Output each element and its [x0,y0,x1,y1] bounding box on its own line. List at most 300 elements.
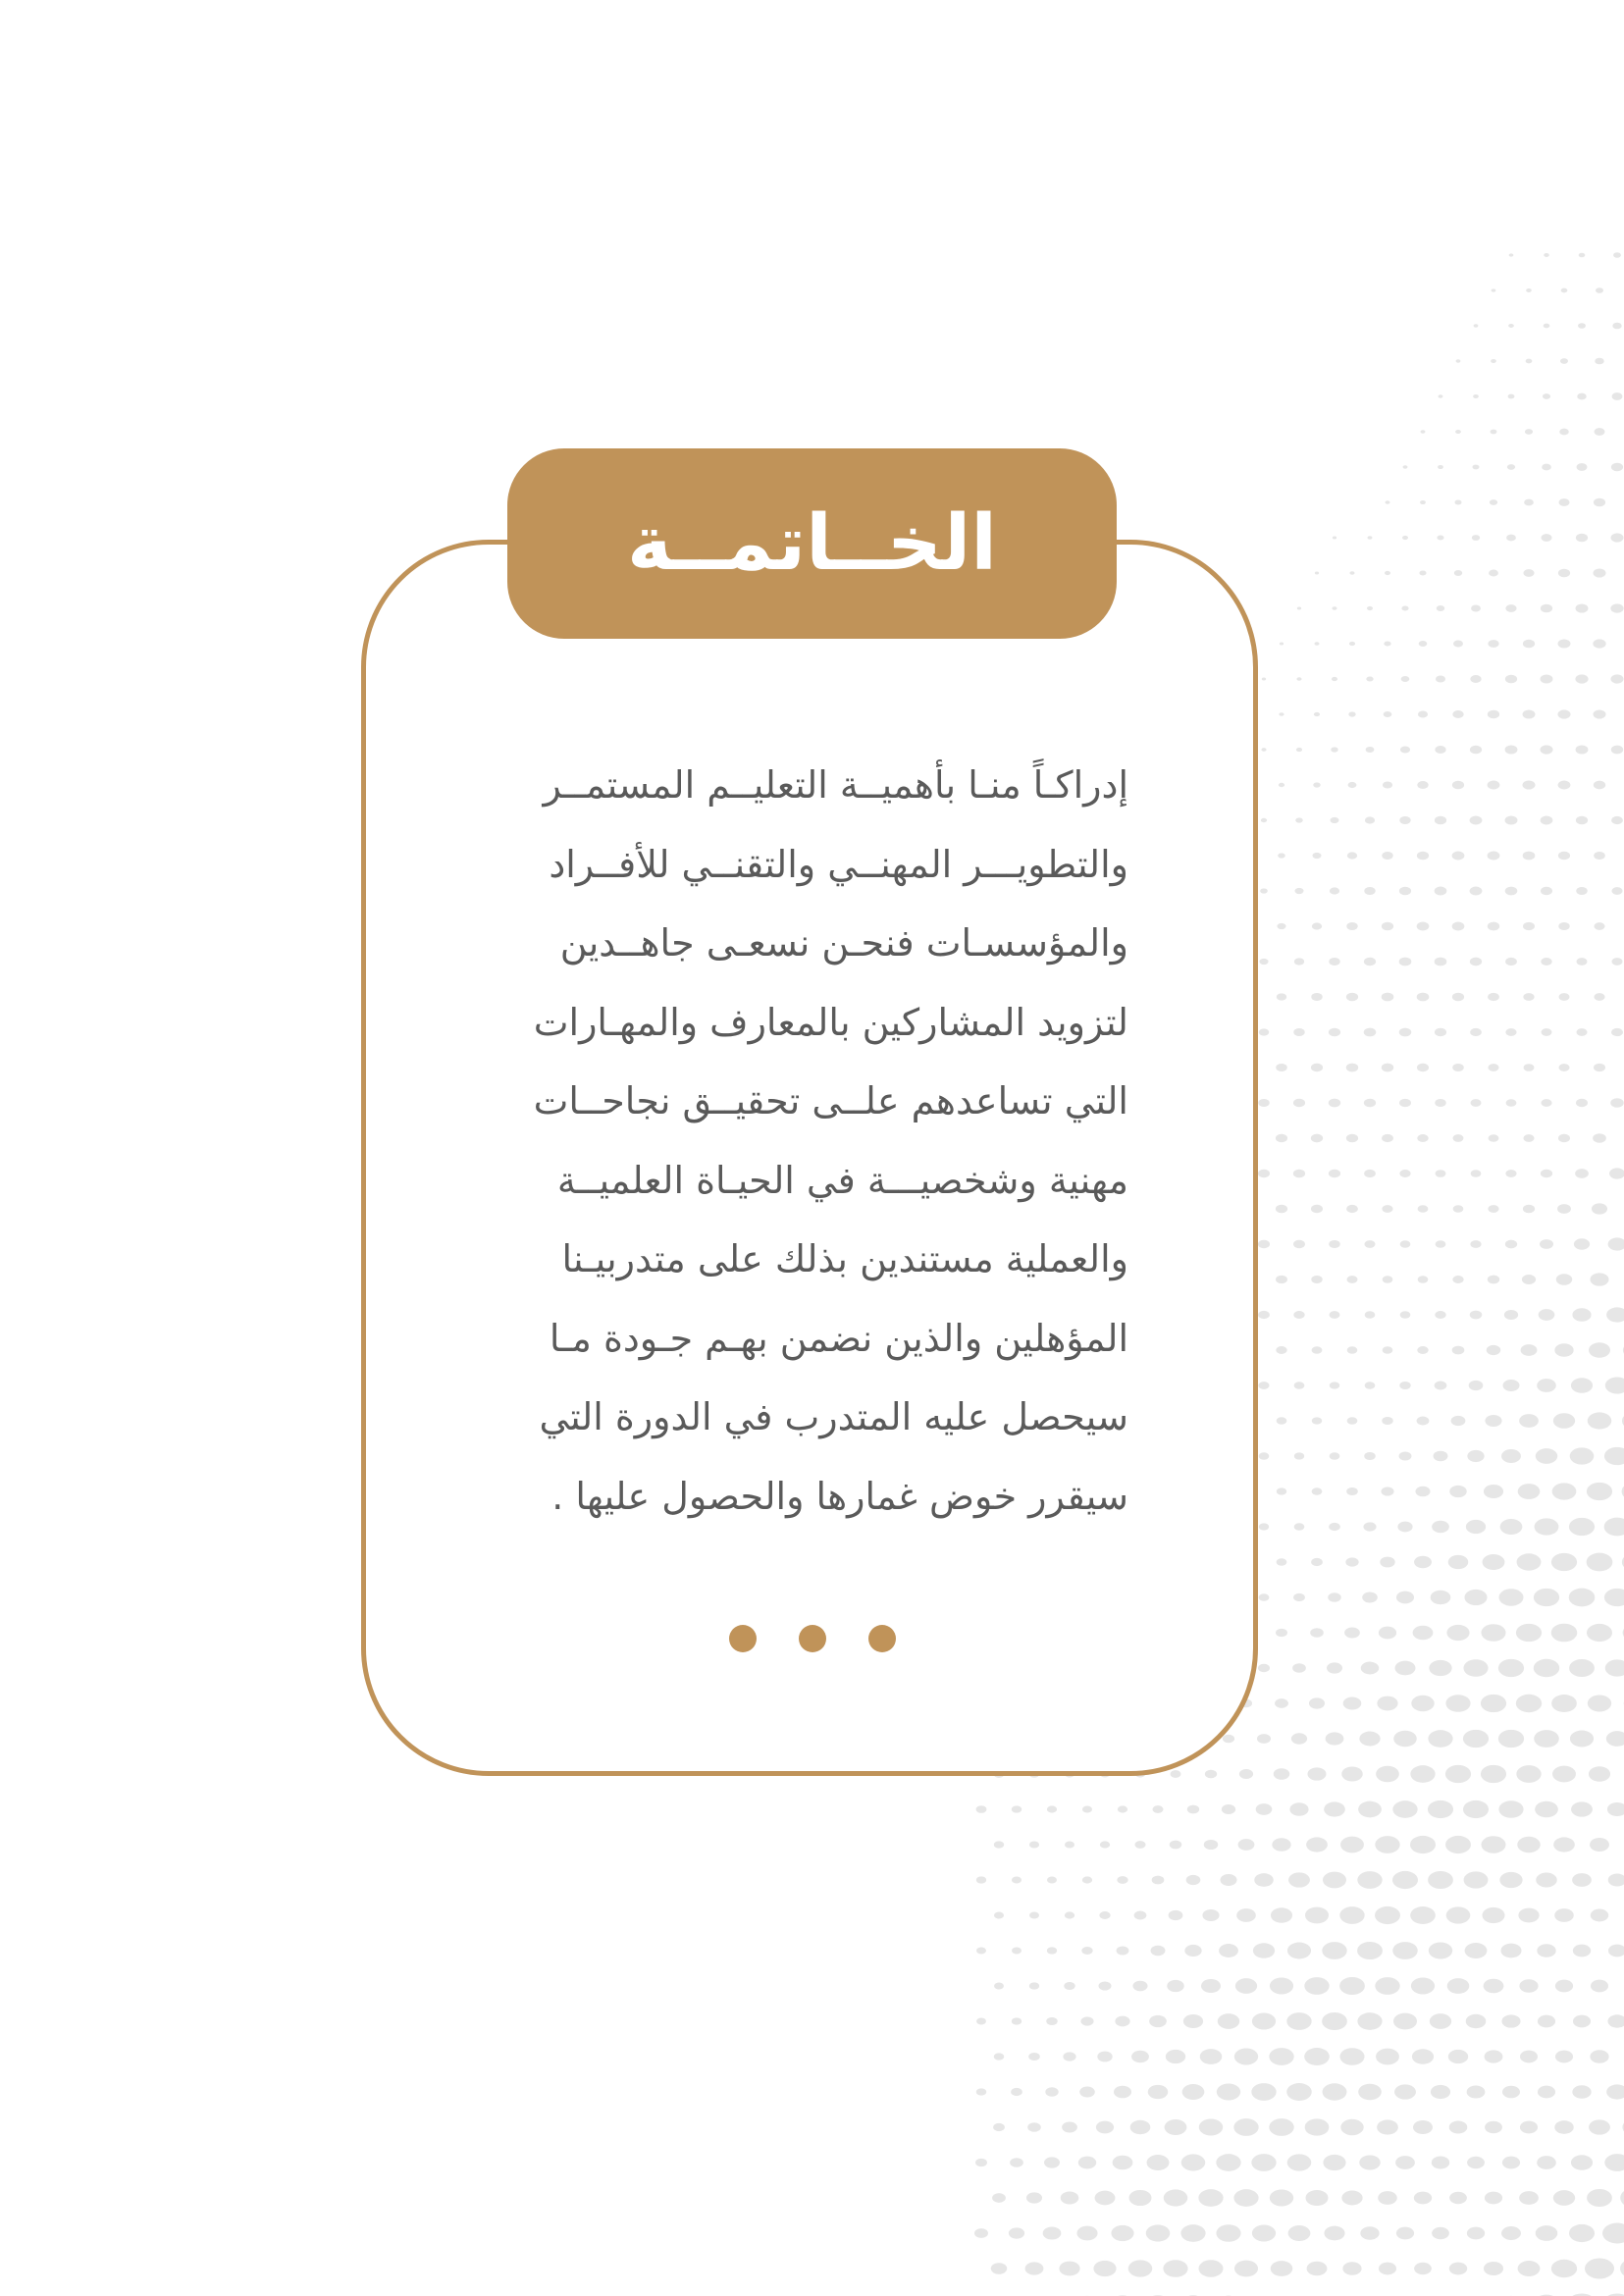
pattern-dot [1346,1064,1358,1072]
pattern-dot [1383,1346,1393,1353]
pattern-dot [1346,1134,1358,1143]
pattern-dot [1065,1841,1074,1848]
pattern-dot [1314,642,1319,646]
pattern-dot [1346,1205,1358,1213]
pattern-dot [1587,1624,1612,1642]
pattern-dot [1163,2260,1187,2277]
pattern-dot [1490,499,1497,505]
pattern-dot [1293,1170,1305,1178]
pattern-dot [1348,711,1355,716]
pattern-dot [1519,1979,1538,1992]
pattern-dot [1574,1238,1590,1249]
pattern-dot [1523,993,1534,1001]
pattern-dot [1349,571,1354,575]
pattern-dot [1470,1311,1483,1320]
pattern-dot [1341,2191,1362,2206]
pattern-dot [1506,1099,1517,1107]
pattern-dot [1577,393,1587,400]
pattern-dot [1470,887,1483,896]
pattern-dot [1012,1805,1022,1812]
pattern-dot [1183,2014,1203,2028]
pattern-dot [1610,1098,1623,1107]
pattern-dot [1410,1836,1436,1853]
pattern-dot [1542,464,1551,471]
body-line: مهنية وشخصيـــة في الحيـاة العلميــة [556,1158,1128,1202]
pattern-dot [1551,1695,1577,1712]
pattern-dot [994,2053,1004,2060]
pattern-dot [975,2159,987,2166]
pattern-dot [1541,1099,1551,1107]
pattern-dot [1147,2155,1170,2170]
pattern-dot [1311,1134,1323,1143]
pattern-dot [1500,1519,1523,1535]
pattern-dot [1347,1276,1358,1283]
pattern-dot [1467,1450,1484,1462]
pattern-dot [1607,1802,1624,1816]
pattern-dot [1288,1872,1310,1887]
body-line: إدراكـاً منـا بأهميــة التعليــم المستمــر [543,763,1128,807]
pattern-dot [1576,745,1589,754]
pattern-dot [1464,1590,1487,1605]
pattern-dot [1095,2191,1116,2206]
pattern-dot [1452,710,1463,718]
pattern-dot [1448,2050,1468,2063]
pattern-dot [1417,781,1428,789]
pattern-dot [1047,1805,1057,1812]
pattern-dot [1578,323,1586,329]
pattern-dot [1451,1416,1466,1426]
ellipsis-decoration [729,1624,896,1653]
pattern-dot [1291,1733,1307,1744]
pattern-dot [1575,1169,1589,1178]
pattern-dot [1130,2120,1151,2134]
pattern-dot [1610,603,1623,612]
pattern-dot [1364,1452,1376,1460]
pattern-dot [1453,1205,1464,1213]
pattern-dot [1558,569,1570,578]
pattern-dot [1376,1766,1399,1783]
pattern-dot [1362,1592,1378,1603]
pattern-dot [1570,1447,1595,1464]
pattern-dot [1523,852,1536,861]
pattern-dot [1166,2050,1185,2063]
pattern-dot [1576,463,1587,471]
pattern-dot [1399,1382,1410,1389]
pattern-dot [1485,2192,1502,2205]
pattern-dot [1419,571,1426,576]
pattern-dot [1271,2261,1293,2276]
pattern-dot [1359,2155,1380,2169]
pattern-dot [1540,1239,1553,1249]
pattern-dot [1470,958,1482,966]
pattern-dot [1294,958,1304,965]
pattern-dot [1167,1980,1183,1992]
pattern-dot [1329,1028,1340,1037]
pattern-dot [1453,1134,1464,1142]
pattern-dot [1590,2050,1608,2062]
pattern-dot [1503,1380,1520,1391]
pattern-dot [1454,500,1461,505]
pattern-dot [1543,393,1550,399]
pattern-dot [1489,570,1498,577]
pattern-dot [1339,1977,1365,1995]
pattern-dot [1274,1768,1289,1780]
pattern-dot [1331,747,1337,752]
conclusion-body [491,746,1128,1536]
pattern-dot [1329,958,1339,965]
pattern-dot [1254,1873,1273,1887]
pattern-dot [1537,1379,1556,1392]
pattern-dot [1414,2192,1432,2205]
pattern-dot [1587,2189,1612,2207]
pattern-dot [1357,1871,1382,1889]
pattern-dot [1382,852,1392,860]
pattern-dot [1323,1872,1346,1889]
pattern-dot [1061,2192,1079,2205]
pattern-dot [1400,1311,1411,1318]
pattern-dot [1535,1518,1559,1535]
pattern-dot [1341,1766,1362,1781]
pattern-dot [1526,288,1532,292]
pattern-dot [1078,2157,1096,2169]
pattern-dot [1536,1872,1556,1887]
pattern-dot [1117,1876,1127,1884]
pattern-dot [1470,1099,1481,1107]
pattern-dot [1324,2226,1344,2241]
pattern-dot [1518,1484,1541,1499]
pattern-dot [1233,2118,1258,2136]
pattern-dot [1079,2087,1095,2098]
pattern-dot [1505,1028,1516,1036]
pattern-dot [1421,430,1426,433]
pattern-dot [1483,1554,1505,1570]
pattern-dot [1611,958,1622,965]
pattern-dot [1557,1204,1571,1214]
pattern-dot [1366,676,1373,681]
pattern-dot [1411,1978,1435,1995]
pattern-dot [1364,1240,1375,1248]
pattern-dot [1432,2157,1449,2169]
pattern-dot [1519,2191,1539,2205]
pattern-dot [1411,1696,1434,1711]
pattern-dot [1588,1695,1611,1711]
pattern-dot [1393,2013,1417,2030]
pattern-dot [1467,2085,1486,2098]
pattern-dot [1269,2048,1293,2065]
pattern-dot [1552,1483,1577,1499]
pattern-dot [1026,2192,1042,2203]
pattern-dot [1419,641,1428,647]
pattern-dot [1488,1205,1498,1213]
pattern-dot [1399,816,1410,824]
pattern-dot [1554,2120,1573,2134]
pattern-dot [1594,852,1605,860]
pattern-dot [1186,1875,1201,1885]
pattern-dot [1417,922,1430,931]
pattern-dot [1484,2262,1503,2275]
pattern-dot [1045,2087,1058,2096]
pattern-dot [1594,1064,1605,1071]
pattern-dot [1216,2154,1240,2171]
pattern-dot [1202,1909,1219,1921]
pattern-dot [1346,922,1357,930]
pattern-dot [1364,887,1375,895]
pattern-dot [1569,1659,1595,1677]
pattern-dot [1251,2154,1276,2171]
pattern-dot [1611,746,1623,755]
dot-icon [729,1625,757,1652]
pattern-dot [1169,1910,1183,1920]
pattern-dot [1519,1414,1539,1428]
pattern-dot [1466,2014,1487,2028]
pattern-dot [1378,2191,1397,2205]
pattern-dot [1575,603,1588,612]
pattern-dot [1523,640,1535,649]
pattern-dot [1152,1805,1163,1813]
pattern-dot [1312,1346,1323,1354]
pattern-dot [1502,2157,1520,2169]
pattern-dot [1537,2156,1556,2169]
pattern-dot [1541,604,1552,613]
pattern-dot [1587,1483,1612,1500]
pattern-dot [1059,2262,1079,2276]
pattern-dot [994,1841,1004,1848]
pattern-dot [1400,1240,1411,1248]
pattern-dot [1393,1731,1417,1747]
pattern-dot [1293,1028,1304,1036]
pattern-dot [1539,1309,1555,1321]
pattern-dot [1382,1134,1393,1142]
pattern-dot [1346,1487,1358,1495]
pattern-dot [1382,1417,1392,1425]
pattern-dot [1414,1556,1432,1569]
pattern-dot [1199,2260,1224,2276]
pattern-dot [1559,993,1570,1001]
pattern-dot [1569,1589,1596,1607]
pattern-dot [1236,1908,1256,1922]
pattern-dot [1558,639,1571,648]
pattern-dot [1569,2224,1595,2242]
pattern-dot [1620,2188,1624,2209]
pattern-dot [1455,430,1461,434]
pattern-dot [1488,993,1499,1001]
pattern-dot [1375,1977,1399,1995]
pattern-dot [1534,1730,1559,1748]
pattern-dot [1448,1555,1468,1569]
pattern-dot [1382,1205,1392,1213]
pattern-dot [1518,1908,1539,1923]
pattern-dot [1428,1871,1453,1889]
pattern-dot [1488,710,1499,719]
pattern-dot [1258,1240,1270,1249]
pattern-dot [1294,1382,1305,1389]
pattern-dot [1100,1841,1110,1848]
pattern-dot [1308,1767,1327,1780]
pattern-dot [1452,922,1465,931]
pattern-dot [1556,1274,1572,1285]
pattern-dot [1276,1629,1287,1637]
pattern-dot [1295,817,1303,822]
pattern-dot [1491,359,1496,363]
pattern-dot [1027,2122,1041,2131]
pattern-dot [1594,498,1605,507]
pattern-dot [1608,1874,1624,1887]
pattern-dot [1093,2261,1116,2276]
pattern-dot [1262,677,1266,680]
pattern-dot [1259,959,1268,965]
pattern-dot [1288,2225,1311,2241]
pattern-dot [1541,674,1553,683]
pattern-dot [1505,745,1518,754]
pattern-dot [1534,1589,1559,1606]
pattern-dot [1571,1801,1593,1816]
pattern-dot [1612,323,1621,330]
pattern-dot [1505,887,1518,896]
pattern-dot [1402,536,1408,540]
pattern-dot [1485,2121,1502,2134]
pattern-dot [1400,746,1410,753]
pattern-dot [1596,287,1603,293]
pattern-dot [1522,780,1535,789]
pattern-dot [1164,2189,1188,2206]
pattern-dot [1445,1695,1470,1712]
pattern-dot [1536,1448,1557,1464]
pattern-dot [1076,2226,1097,2241]
pattern-dot [1392,1871,1418,1889]
pattern-dot [1541,958,1551,965]
pattern-dot [1187,1805,1199,1814]
pattern-dot [1114,2086,1131,2099]
pattern-dot [1368,536,1373,539]
pattern-dot [1134,1841,1145,1849]
pattern-dot [1590,1273,1608,1285]
pattern-dot [1347,852,1357,859]
pattern-dot [1452,993,1464,1002]
pattern-dot [1595,428,1605,436]
pattern-dot [1538,2086,1555,2099]
pattern-dot [1611,1028,1623,1036]
pattern-dot [1482,1907,1504,1923]
pattern-dot [1063,2052,1075,2061]
pattern-dot [1357,2012,1382,2030]
pattern-dot [1293,1099,1305,1107]
pattern-dot [1312,1487,1323,1495]
pattern-dot [1376,2049,1399,2065]
pattern-dot [1604,1589,1624,1606]
pattern-dot [1428,1730,1452,1748]
pattern-dot [1349,642,1355,646]
pattern-dot [1553,2190,1575,2206]
pattern-dot [1399,958,1412,966]
pattern-dot [994,1983,1004,1990]
pattern-dot [1538,2015,1555,2028]
pattern-dot [1304,2048,1330,2065]
pattern-dot [1498,1659,1524,1677]
pattern-dot [1620,2259,1624,2279]
pattern-dot [1491,430,1497,435]
pattern-dot [1287,2154,1312,2170]
pattern-dot [1569,1518,1595,1536]
pattern-dot [1505,815,1518,824]
pattern-dot [1348,782,1357,788]
pattern-dot [1385,571,1390,575]
pattern-dot [1340,2119,1363,2135]
pattern-dot [992,2193,1006,2203]
pattern-dot [1412,2049,1434,2064]
pattern-dot [1470,1240,1481,1248]
pattern-dot [1277,1558,1287,1566]
pattern-dot [1576,1099,1588,1107]
pattern-dot [1420,500,1426,504]
pattern-dot [1554,1908,1574,1922]
pattern-dot [1558,922,1569,930]
pattern-dot [1435,1099,1445,1107]
pattern-dot [1523,569,1534,577]
pattern-dot [1585,2259,1614,2279]
pattern-dot [1118,1805,1127,1812]
pattern-dot [1471,605,1481,612]
pattern-dot [1445,1836,1471,1853]
pattern-dot [1506,535,1516,542]
pattern-dot [1204,1840,1218,1850]
pattern-dot [1418,1205,1429,1213]
pattern-dot [1327,1662,1342,1673]
pattern-dot [1276,1064,1286,1071]
pattern-dot [1311,1064,1323,1072]
pattern-dot [1509,253,1514,256]
pattern-dot [1610,674,1623,683]
pattern-dot [1340,1837,1364,1853]
pattern-dot [1573,1945,1591,1957]
pattern-dot [1399,887,1411,896]
pattern-dot [1277,993,1286,1000]
pattern-dot [1434,1451,1448,1461]
pattern-dot [1347,1346,1358,1353]
pattern-dot [1589,1342,1610,1357]
pattern-dot [1181,2154,1205,2170]
pattern-dot [1399,1028,1411,1037]
pattern-dot [1463,1730,1489,1748]
pattern-dot [1012,1876,1022,1883]
pattern-dot [1292,1663,1306,1673]
pattern-dot [1613,252,1621,257]
pattern-dot [1517,1553,1542,1570]
pattern-dot [1165,2119,1187,2135]
pattern-dot [1430,2013,1451,2029]
pattern-dot [1312,922,1322,929]
pattern-dot [1505,958,1517,965]
pattern-dot [1399,1170,1410,1177]
pattern-dot [1311,993,1322,1001]
pattern-dot [1557,709,1570,718]
pattern-dot [1128,2260,1153,2276]
pattern-dot [1465,1943,1488,1958]
pattern-dot [1452,1064,1464,1071]
pattern-dot [1384,711,1392,717]
pattern-dot [1555,2051,1573,2063]
pattern-dot [1306,2190,1329,2206]
pattern-dot [1310,1628,1324,1638]
pattern-dot [1256,1803,1273,1815]
pattern-dot [1296,748,1302,752]
pattern-dot [1436,1170,1446,1177]
pattern-dot [1279,712,1283,716]
pattern-dot [1470,675,1481,683]
pattern-dot [976,1876,986,1883]
pattern-dot [1377,2119,1398,2134]
pattern-dot [1397,1522,1412,1533]
pattern-dot [1445,1765,1471,1783]
